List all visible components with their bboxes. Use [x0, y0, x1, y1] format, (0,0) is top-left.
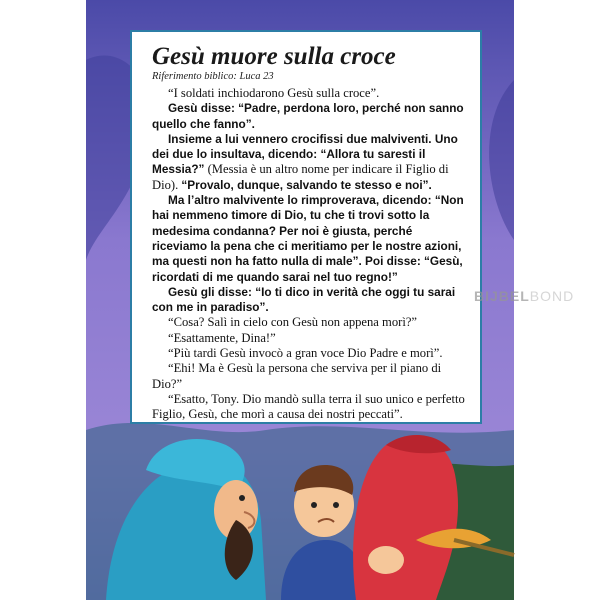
text-panel: [130, 30, 482, 424]
story-paragraph: [152, 315, 468, 330]
story-paragraph: [152, 331, 468, 346]
story-paragraph: [152, 346, 468, 361]
text-run: “Cosa? Salì in cielo con Gesù non appena morì?”: [168, 315, 417, 330]
story-text: [152, 86, 468, 423]
text-run: “Più tardi Gesù invocò a gran voce Dio Padre e morì”.: [168, 346, 443, 361]
text-run: Ma l’altro malvivente lo rimproverava, dicendo: “Non hai nemmeno timore di Dio, tu che ti trovi sotto la medesima condanna? Per noi è giusta, perché riceviamo la pena che ci meritiamo per le nostre azioni, ma questi non ha fatto nulla di male”. Poi disse: “Gesù, ricordati di me quando sarai nel tuo regno!”: [152, 193, 464, 284]
story-paragraph: [152, 101, 468, 132]
book-page: [86, 0, 575, 600]
story-paragraph: [152, 193, 468, 285]
text-run: “Provalo, dunque, salvando te stesso e noi”.: [181, 177, 432, 192]
watermark: BIJBELBOND: [474, 288, 575, 304]
story-paragraph: [152, 361, 468, 392]
text-run: “Ehi! Ma è Gesù la persona che serviva per il piano di Dio?”: [152, 361, 442, 391]
text-run: Insieme a lui vennero crocifissi due malviventi. Uno dei due lo insultava, dicendo: “Allora tu saresti il Messia?”: [152, 131, 458, 177]
story-paragraph: [152, 392, 468, 423]
story-paragraph: [152, 86, 468, 101]
text-run: Gesù disse: “Padre, perdona loro, perché non sanno quello che fanno”.: [152, 101, 464, 131]
text-run: Gesù gli disse: “Io ti dico in verità che oggi tu sarai con me in paradiso”.: [152, 284, 456, 315]
text-run: “Esatto, Tony. Dio mandò sulla terra il suo unico e perfetto Figlio, Gesù, che morì a causa dei nostri peccati”.: [152, 391, 465, 422]
story-paragraph: [152, 132, 468, 193]
page-title: Gesù muore sulla croce: [152, 43, 396, 70]
text-run: (Messia è un altro nome per indicare il Figlio di Dio).: [152, 162, 449, 192]
text-run: “I soldati inchiodarono Gesù sulla croce”.: [168, 86, 380, 100]
text-run: “Esattamente, Dina!”: [168, 330, 276, 345]
bible-reference: Riferimento biblico: Luca 23: [152, 71, 274, 82]
story-paragraph: [152, 285, 468, 316]
